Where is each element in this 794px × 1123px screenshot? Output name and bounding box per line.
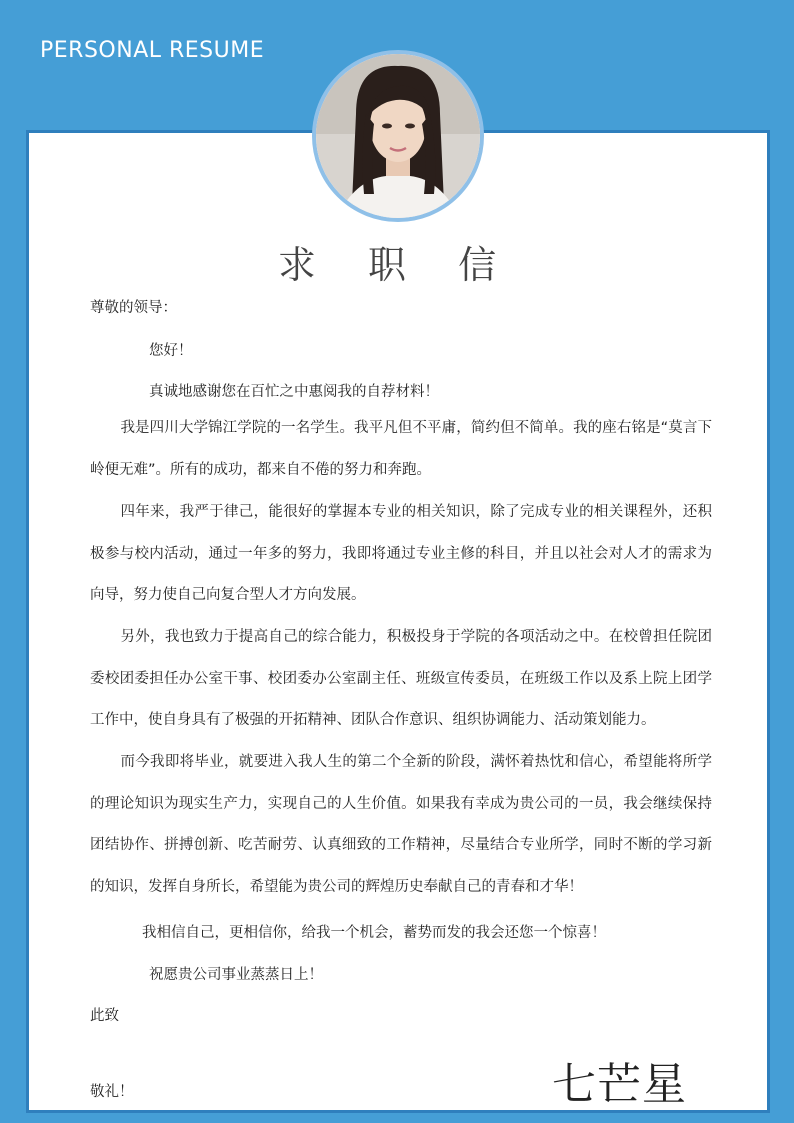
avatar [312,50,484,222]
thanks-line: 真诚地感谢您在百忙之中惠阅我的自荐材料！ [149,384,439,400]
paragraph-study: 四年来，我严于律己，能很好的掌握本专业的相关知识，除了完成专业的相关课程外，还积极参与校内活动，通过一年多的努力，我即将通过专业主修的科目，并且以社会对人才的需求为向导，努力使自己向复合型人才方向发展。 [90,504,712,604]
confidence-line: 我相信自己，更相信你，给我一个机会，蓄势而发的我会还您一个惊喜！ [142,925,606,941]
closing-cizhi: 此致 [90,1008,119,1024]
wish-line: 祝愿贵公司事业蒸蒸日上！ [149,967,323,983]
closing-jingli: 敬礼！ [90,1084,134,1100]
avatar-photo [316,54,480,218]
resume-header-title: PERSONAL RESUME [40,38,265,63]
paragraph-graduation: 而今我即将毕业，就要进入我人生的第二个全新的阶段，满怀着热忱和信心，希望能将所学的理论知识为现实生产力，实现自己的人生价值。如果我有幸成为贵公司的一员，我会继续保持团结协作、拼搏创新、吃苦耐劳、认真细致的工作精神，尽量结合专业所学，同时不断的学习新的知识，发挥自身所长，希望能为贵公司的辉煌历史奉献自己的青春和才华！ [90,754,712,896]
greeting: 您好！ [149,343,193,359]
salutation: 尊敬的领导： [90,300,177,316]
signature: 七芒星 [552,1059,687,1110]
letter-title: 求 职 信 [277,243,517,287]
paragraph-activities: 另外，我也致力于提高自己的综合能力，积极投身于学院的各项活动之中。在校曾担任院团委校团委担任办公室干事、校团委办公室副主任、班级宣传委员，在班级工作以及系上院上团学工作中，使自身具有了极强的开拓精神、团队合作意识、组织协调能力、活动策划能力。 [90,629,712,729]
paragraph-intro: 我是四川大学锦江学院的一名学生。我平凡但不平庸，简约但不简单。我的座右铭是“莫言下岭便无难”。所有的成功，都来自不倦的努力和奔跑。 [90,420,712,478]
